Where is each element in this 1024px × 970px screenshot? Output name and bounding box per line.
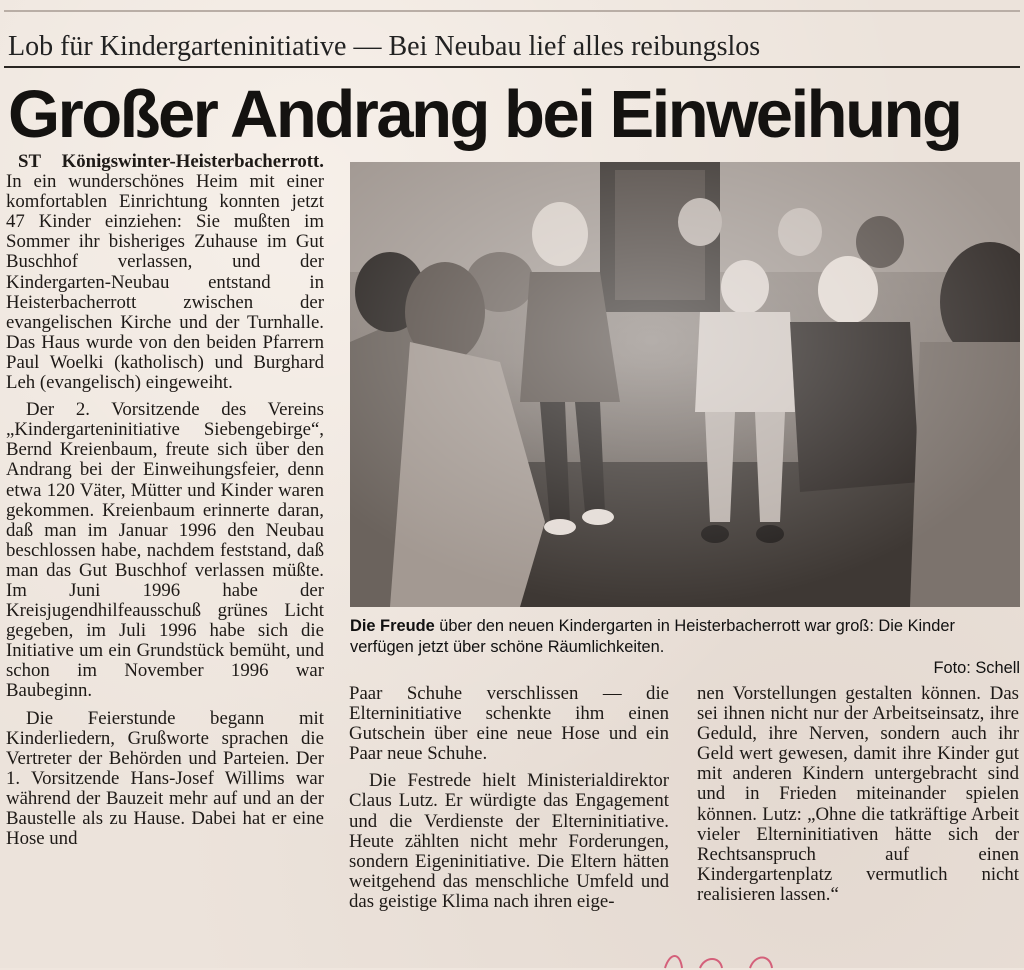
paragraph: Paar Schuhe verschlissen — die Elterninitiative schenkte ihm einen Gutschein über eine neue Hose und ein Paar neue Schuhe. <box>349 683 669 765</box>
kicker-line: Lob für Kindergarteninitiative — Bei Neubau lief alles reibungslos <box>8 31 761 62</box>
paragraph <box>6 152 324 393</box>
paragraph: Die Feierstunde begann mit Kinderliedern, Grußworte sprachen die Vertreter der Behörden und Parteien. Der 1. Vorsitzende Hans-Josef Willims war während der Bauzeit mehr auf und an der Baustelle als zu Hause. Dabei hat er eine Hose und <box>6 707 324 850</box>
headline: Großer Andrang bei Einweihung <box>8 77 961 152</box>
article-photo <box>350 162 1020 607</box>
article-column-1 <box>6 152 324 856</box>
article-column-3 <box>697 684 1019 912</box>
caption-text <box>350 616 1020 658</box>
caption-body: über den neuen Kindergarten in Heisterbacherrott war groß: Die Kinder verfügen jetzt über schöne Räumlichkeiten. <box>350 617 955 656</box>
paragraph: Die Festrede hielt Ministerialdirektor Claus Lutz. Er würdigte das Engagement und die Verdienste der Elterninitiative. Heute zählten nicht mehr Forderungen, sondern Eigeninitiative. Die Eltern hätten weitgehend das menschliche Umfeld und das geistige Klima nach ihren eige- <box>349 770 669 912</box>
dateline: ST Königswinter-Heisterbacherrott. <box>18 151 324 172</box>
top-rule <box>4 10 1020 12</box>
paragraph-text: In ein wunderschönes Heim mit einer komfortablen Einrichtung konnten jetzt 47 Kinder einziehen: Sie mußten im Sommer ihr bisheriges Zuhause im Gut Buschhof verlassen, und der Kindergarten-Neubau entstand in Heisterbacherrott zwischen der evangelischen Kirche und der Turnhalle. Das Haus wurde von den beiden Pfarrern Paul Woelki (katholisch) und Burghard Leh (evangelisch) eingeweiht. <box>6 171 324 394</box>
kicker-rule <box>4 66 1020 68</box>
photo-credit: Foto: Schell <box>933 659 1020 677</box>
children-dancing-photo <box>350 162 1020 607</box>
article-column-2 <box>349 684 669 919</box>
paragraph: nen Vorstellungen gestalten können. Das sei ihnen nicht nur der Arbeitseinsatz, ihre Geduld, ihre Nerven, sondern auch ihr Geld wert gewesen, damit ihre Kinder gut mit anderen Kindern untergebracht sind und in Frieden miteinander spielen können. Lutz: „Ohne die tatkräftige Arbeit vieler Elterninitiativen hätte sich der Rechtsanspruch auf einen Kindergartenplatz vermutlich nicht realisieren lassen.“ <box>697 683 1019 905</box>
photo-caption <box>350 616 1020 679</box>
handwritten-mark <box>660 950 820 970</box>
caption-lead: Die Freude <box>350 617 435 635</box>
paragraph: Der 2. Vorsitzende des Vereins „Kindergarteninitiative Siebengebirge“, Bernd Kreienbaum, freute sich über den Andrang bei der Einweihungsfeier, denn etwa 120 Väter, Mütter und Kinder waren gekommen. Kreienbaum erinnerte daran, daß man im Januar 1996 den Neubau beschlossen habe, nachdem feststand, daß man das Gut Buschhof verlassen müßte. Im Juni 1996 habe der Kreisjugendhilfeausschuß grünes Licht gegeben, im Juli 1996 habe sich die Initiative um ein Grundstück bemüht, und schon im November 1996 war Baubeginn. <box>6 399 324 702</box>
